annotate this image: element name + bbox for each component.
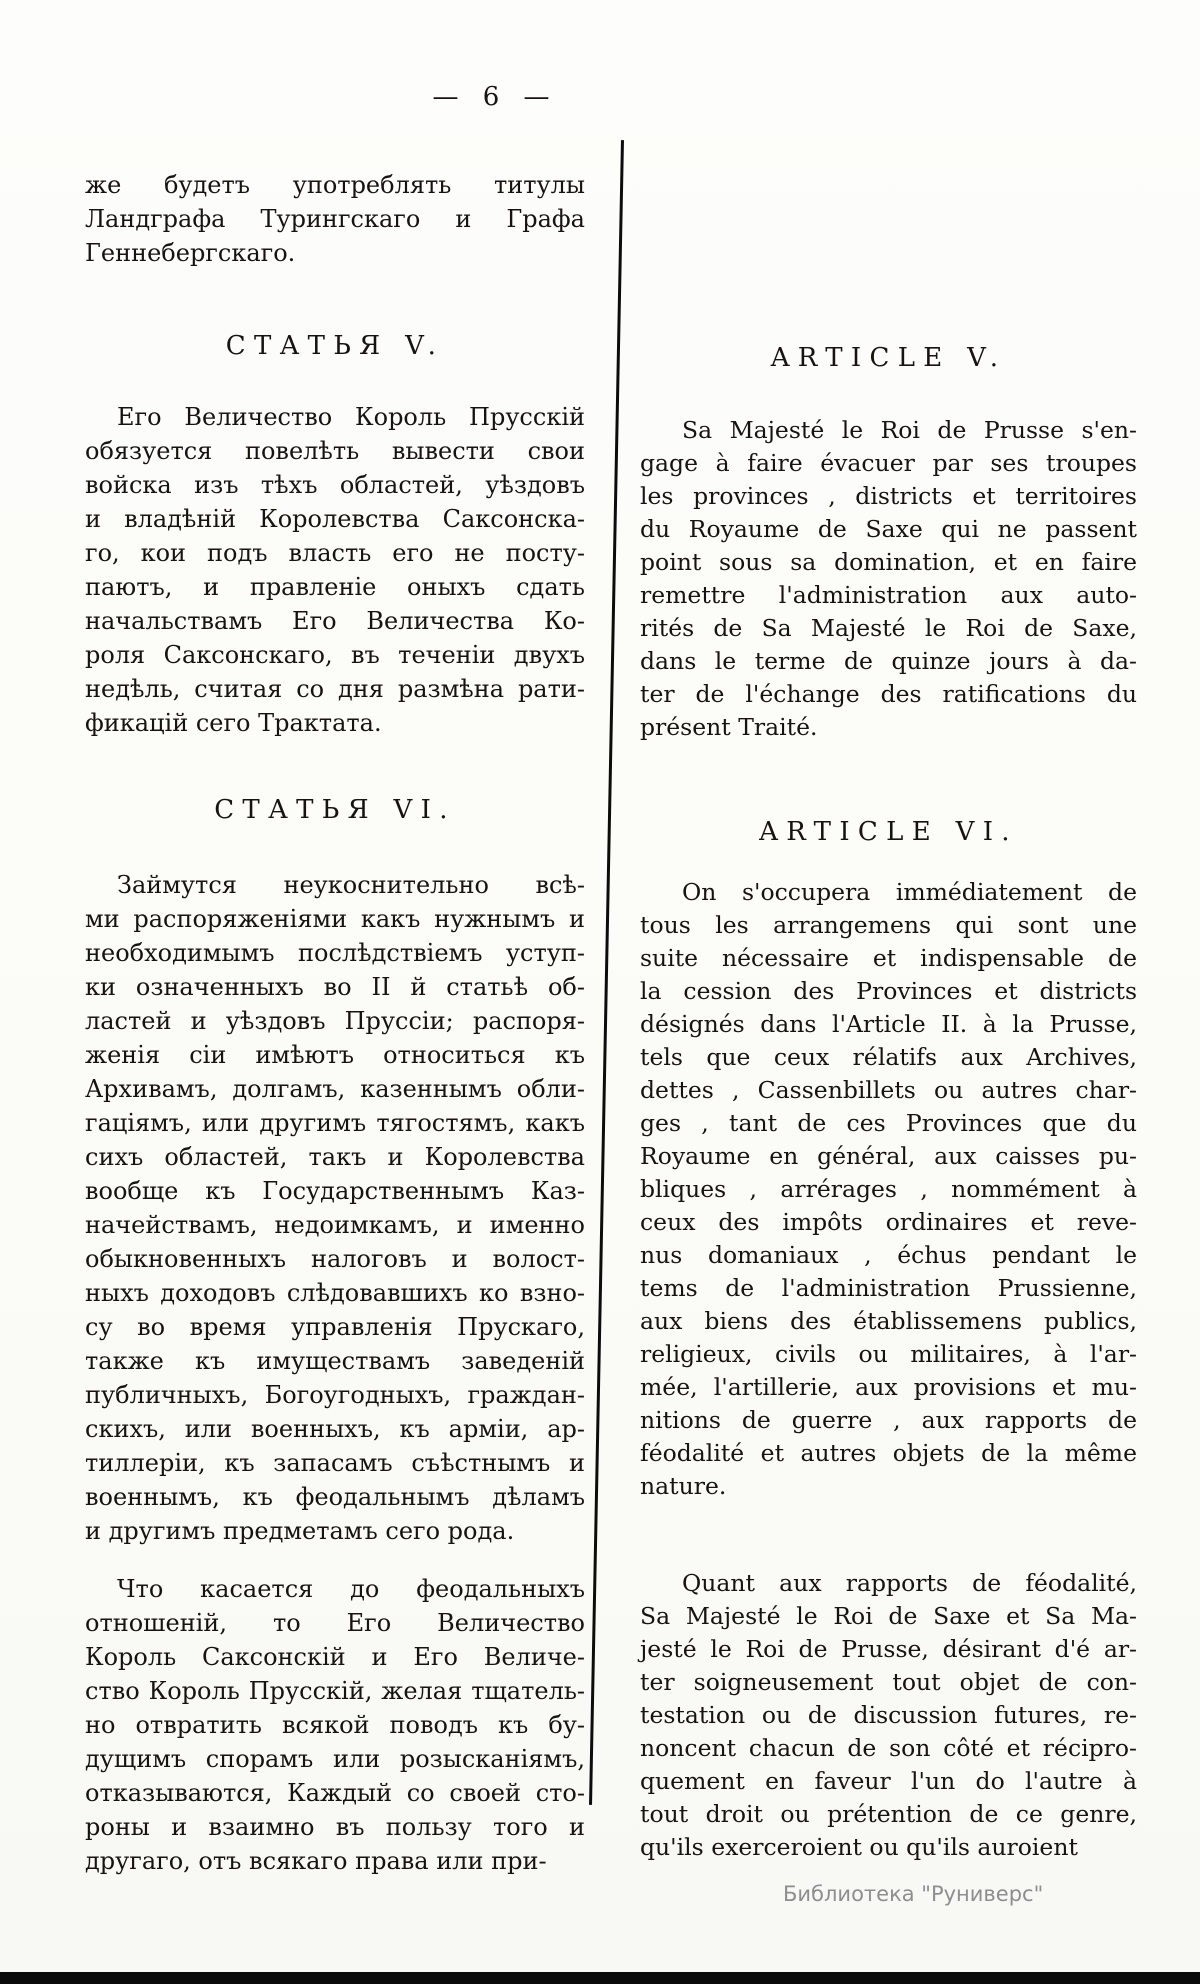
text-line: паютъ, и правленіе оныхъ сдать <box>85 573 585 601</box>
text-line: скихъ, или военныхъ, къ арміи, ар- <box>85 1415 585 1443</box>
text-line: dans le terme de quinze jours à da- <box>640 647 1137 675</box>
page-number: — 6 — <box>432 82 558 112</box>
text-line: начействамъ, недоимкамъ, и именно <box>85 1211 585 1239</box>
text-line: la cession des Provinces et districts <box>640 977 1137 1005</box>
text-line: dettes , Cassenbillets ou autres char- <box>640 1076 1137 1104</box>
text-line: и другимъ предметамъ сего рода. <box>85 1517 515 1545</box>
text-line: noncent chacun de son côté et récipro- <box>640 1734 1137 1762</box>
text-line: ластей и уѣздовъ Пруссіи; распоря- <box>85 1007 585 1035</box>
text-line: тиллеріи, къ запасамъ съѣстнымъ и <box>85 1449 585 1477</box>
text-line: tout droit ou prétention de ce genre, <box>640 1800 1137 1828</box>
russian-column <box>85 168 585 1878</box>
russian-article-5-heading: СТАТЬЯ V. <box>225 331 445 361</box>
text-line: nitions de guerre , aux rapports de <box>640 1406 1137 1434</box>
text-line: отношеній, то Его Величество <box>85 1609 585 1637</box>
text-line: aux biens des établissemens publics, <box>640 1307 1137 1335</box>
text-line: ceux des impôts ordinaires et reve- <box>640 1208 1137 1236</box>
french-article-5-heading: ARTICLE V. <box>770 343 1007 373</box>
text-line: mée, l'artillerie, aux provisions et mu- <box>640 1373 1137 1401</box>
text-line: Sa Majesté le Roi de Saxe et Sa Ma- <box>640 1602 1137 1630</box>
library-watermark: Библиотека "Руниверс" <box>783 1882 1044 1906</box>
text-line: необходимымъ послѣдствіемъ уступ- <box>85 939 585 967</box>
text-line: Его Величество Король Прусскій <box>117 403 585 431</box>
text-line: les provinces , districts et territoires <box>640 482 1137 510</box>
text-line: гаціямъ, или другимъ тягостямъ, какъ <box>85 1109 585 1137</box>
text-line: сихъ областей, такъ и Королевства <box>85 1143 585 1171</box>
french-article-6-heading: ARTICLE VI. <box>759 817 1018 847</box>
text-line: tels que ceux rélatifs aux Archives, <box>640 1043 1137 1071</box>
text-line: обыкновенныхъ налоговъ и волост- <box>85 1245 585 1273</box>
text-line: отказываются, Каждый со своей сто- <box>85 1779 585 1807</box>
french-article-6-paragraph-1 <box>640 876 1137 1503</box>
text-line: tems de l'administration Prussienne, <box>640 1274 1137 1302</box>
text-line: и владѣній Королевства Саксонска- <box>85 505 585 533</box>
text-line: Sa Majesté le Roi de Prusse s'en- <box>682 416 1137 444</box>
text-line: du Royaume de Saxe qui ne passent <box>640 515 1137 543</box>
text-line: ges , tant de ces Provinces que du <box>640 1109 1137 1137</box>
text-line: féodalité et autres objets de la même <box>640 1439 1137 1467</box>
text-line: женія сіи имѣютъ относиться къ <box>85 1041 585 1069</box>
text-line: remettre l'administration aux auto- <box>640 581 1137 609</box>
text-line: го, кои подъ власть его не посту- <box>85 539 585 567</box>
text-line: ки означенныхъ во II й статьѣ об- <box>85 973 585 1001</box>
text-line: роны и взаимно въ пользу того и <box>85 1813 585 1841</box>
text-line: Геннебергскаго. <box>85 239 296 267</box>
text-line: су во время управленія Прускаго, <box>85 1313 585 1341</box>
text-line: ство Король Прусскій, желая тщатель- <box>85 1677 585 1705</box>
text-line: фикацій сего Трактата. <box>85 709 382 737</box>
text-line: nus domaniaux , échus pendant le <box>640 1241 1137 1269</box>
text-line: дущимъ спорамъ или розысканіямъ, <box>85 1745 585 1773</box>
text-line: ми распоряженіями какъ нужнымъ и <box>85 905 585 933</box>
russian-article-6-paragraph-1 <box>85 868 585 1548</box>
text-line: Ландграфа Турингскаго и Графа <box>85 205 585 233</box>
text-line: jesté le Roi de Prusse, désirant d'é ar- <box>640 1635 1137 1663</box>
text-line: ter soigneusement tout objet de con- <box>640 1668 1137 1696</box>
text-line: bliques , arrérages , nommément à <box>640 1175 1137 1203</box>
text-line: désignés dans l'Article II. à la Prusse, <box>640 1010 1137 1038</box>
russian-continuation-paragraph <box>85 168 585 270</box>
text-line: testation ou de discussion futures, re- <box>640 1701 1137 1729</box>
text-line: Quant aux rapports de féodalité, <box>682 1569 1137 1597</box>
text-line: quement en faveur l'un do l'autre à <box>640 1767 1137 1795</box>
text-line: Архивамъ, долгамъ, казеннымъ обли- <box>85 1075 585 1103</box>
scan-bottom-edge <box>0 1972 1200 1984</box>
text-line: gage à faire évacuer par ses troupes <box>640 449 1137 477</box>
french-article-5-paragraph <box>640 414 1137 744</box>
text-line: начальствамъ Его Величества Ко- <box>85 607 585 635</box>
text-line: présent Traité. <box>640 713 818 741</box>
text-line: Что касается до феодальныхъ <box>117 1575 585 1603</box>
text-line: но отвратить всякой поводъ къ бу- <box>85 1711 585 1739</box>
text-line: ныхъ доходовъ слѣдовавшихъ ко взно- <box>85 1279 585 1307</box>
text-line: religieux, civils ou militaires, à l'ar- <box>640 1340 1137 1368</box>
russian-article-6-paragraph-2 <box>85 1572 585 1878</box>
french-column <box>640 340 1137 1864</box>
text-line: вообще къ Государственнымъ Каз- <box>85 1177 585 1205</box>
text-line: rités de Sa Majesté le Roi de Saxe, <box>640 614 1137 642</box>
text-line: tous les arrangemens qui sont une <box>640 911 1137 939</box>
text-line: Royaume en général, aux caisses pu- <box>640 1142 1137 1170</box>
text-line: другаго, отъ всякаго права или при- <box>85 1847 547 1875</box>
text-line: недѣль, считая со дня размѣна рати- <box>85 675 585 703</box>
text-line: также къ имуществамъ заведеній <box>85 1347 585 1375</box>
column-divider-rule <box>589 140 624 1805</box>
russian-article-6-heading: СТАТЬЯ VI. <box>214 795 456 825</box>
text-line: же будетъ употреблять титулы <box>85 171 585 199</box>
text-line: nature. <box>640 1472 727 1500</box>
text-line: Король Саксонскій и Его Величе- <box>85 1643 585 1671</box>
text-line: военнымъ, къ феодальнымъ дѣламъ <box>85 1483 585 1511</box>
russian-article-5-paragraph <box>85 400 585 740</box>
text-line: войска изъ тѣхъ областей, уѣздовъ <box>85 471 585 499</box>
text-line: публичныхъ, Богоугодныхъ, граждан- <box>85 1381 585 1409</box>
text-line: обязуется повелѣть вывести свои <box>85 437 585 465</box>
text-line: On s'occupera immédiatement de <box>682 878 1137 906</box>
text-line: suite nécessaire et indispensable de <box>640 944 1137 972</box>
text-line: роля Саксонскаго, въ теченіи двухъ <box>85 641 585 669</box>
french-article-6-paragraph-2 <box>640 1567 1137 1864</box>
text-line: qu'ils exerceroient ou qu'ils auroient <box>640 1833 1078 1861</box>
text-line: point sous sa domination, et en faire <box>640 548 1137 576</box>
text-line: ter de l'échange des ratifications du <box>640 680 1137 708</box>
text-line: Займутся неукоснительно всѣ- <box>117 871 585 899</box>
